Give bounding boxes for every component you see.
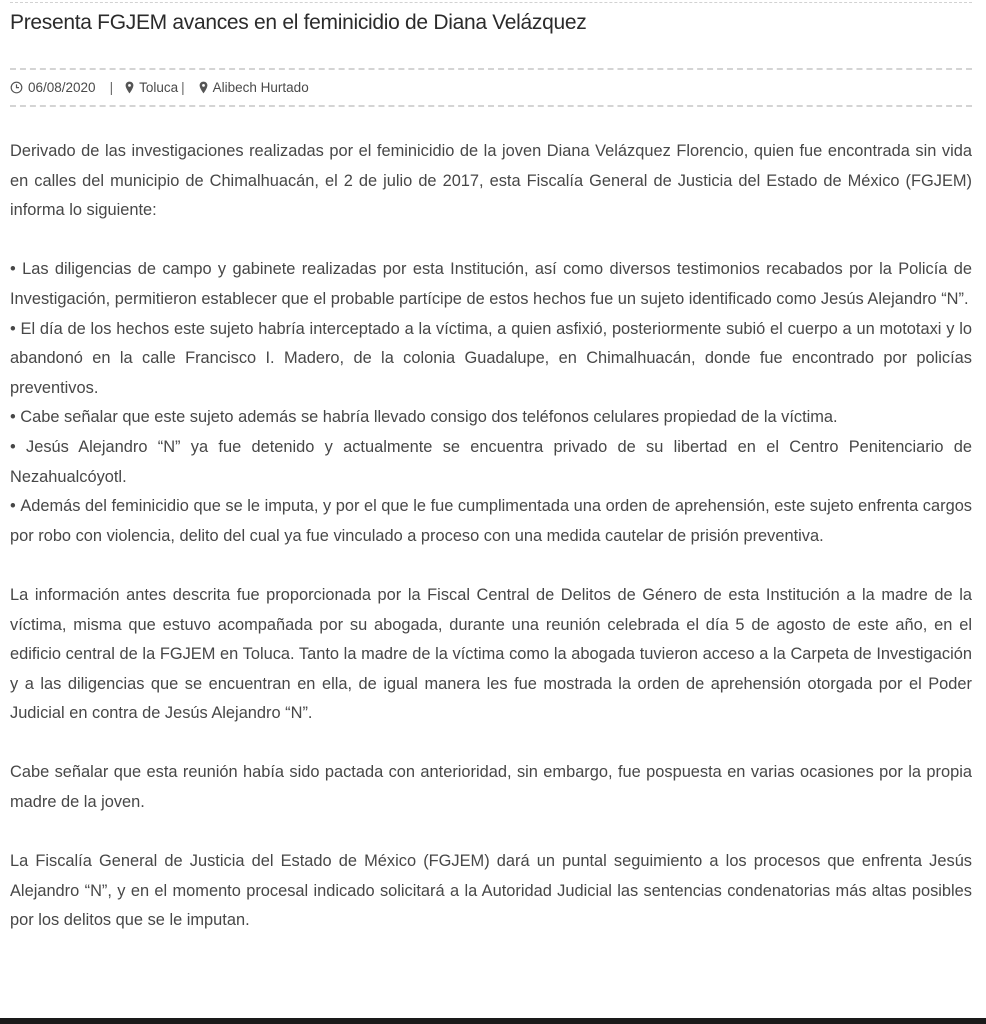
article-body	[10, 137, 972, 936]
body-paragraph: Cabe señalar que esta reunión había sido pactada con anterioridad, sin embargo, fue pospuesta en varias ocasiones por la propia madre de la joven.	[10, 763, 972, 812]
paragraph-spacer	[10, 551, 972, 581]
publish-date: 06/08/2020	[28, 79, 96, 95]
intro-paragraph: Derivado de las investigaciones realizadas por el feminicidio de la joven Diana Velázquez Florencio, quien fue encontrada sin vida en calles del municipio de Chimalhuacán, el 2 de julio de 2017, esta Fiscalía General de Justicia del Estado de México (FGJEM) informa lo siguiente:	[10, 142, 972, 220]
paragraph-spacer	[10, 226, 972, 256]
body-paragraph: La Fiscalía General de Justicia del Estado de México (FGJEM) dará un puntal seguimiento a los procesos que enfrenta Jesús Alejandro “N”, y en el momento procesal indicado solicitará a la Autoridad Judicial las sentencias condenatorias más altas posibles por los delitos que se le imputan.	[10, 852, 972, 930]
bullet-item: • Cabe señalar que este sujeto además se habría llevado consigo dos teléfonos celulares propiedad de la víctima.	[10, 403, 972, 433]
map-pin-icon	[125, 81, 134, 94]
meta-divider-top	[10, 68, 972, 70]
bullet-item: • Jesús Alejandro “N” ya fue detenido y actualmente se encuentra privado de su libertad en el Centro Penitenciario de Nezahualcóyotl.	[10, 433, 972, 492]
bullet-item: • El día de los hechos este sujeto habría interceptado a la víctima, a quien asfixió, posteriormente subió el cuerpo a un mototaxi y lo abandonó en la calle Francisco I. Madero, de la colonia Guadalupe, en Chimalhuacán, donde fue encontrado por policías preventivos.	[10, 315, 972, 404]
top-divider	[10, 2, 972, 3]
article-meta	[10, 76, 309, 98]
bottom-bar	[0, 1018, 986, 1024]
author-link[interactable]: Alibech Hurtado	[212, 79, 309, 95]
paragraph-spacer	[10, 729, 972, 759]
paragraph-spacer	[10, 818, 972, 848]
location-link[interactable]: Toluca	[139, 79, 179, 95]
body-paragraph: La información antes descrita fue proporcionada por la Fiscal Central de Delitos de Género de esta Institución a la madre de la víctima, misma que estuvo acompañada por su abogada, durante una reunión celebrada el día 5 de agosto de este año, en el edificio central de la FGJEM en Toluca. Tanto la madre de la víctima como la abogada tuvieron acceso a la Carpeta de Investigación y a las diligencias que se encuentran en ella, de igual manera les fue mostrada la orden de aprehensión otorgada por el Poder Judicial en contra de Jesús Alejandro “N”.	[10, 585, 972, 723]
meta-divider-bottom	[10, 105, 972, 107]
article-title: Presenta FGJEM avances en el feminicidio de Diana Velázquez	[10, 11, 587, 34]
bullet-item: • Las diligencias de campo y gabinete realizadas por esta Institución, así como diversos testimonios recabados por la Policía de Investigación, permitieron establecer que el probable partícipe de estos hechos fue un sujeto identificado como Jesús Alejandro “N”.	[10, 255, 972, 314]
map-pin-icon	[199, 81, 208, 94]
clock-icon	[10, 81, 23, 94]
meta-separator: |	[109, 79, 114, 95]
bullet-item: • Además del feminicidio que se le imputa, y por el que le fue cumplimentada una orden de aprehensión, este sujeto enfrenta cargos por robo con violencia, delito del cual ya fue vinculado a proceso con una medida cautelar de prisión preventiva.	[10, 492, 972, 551]
meta-separator: |	[181, 79, 185, 95]
